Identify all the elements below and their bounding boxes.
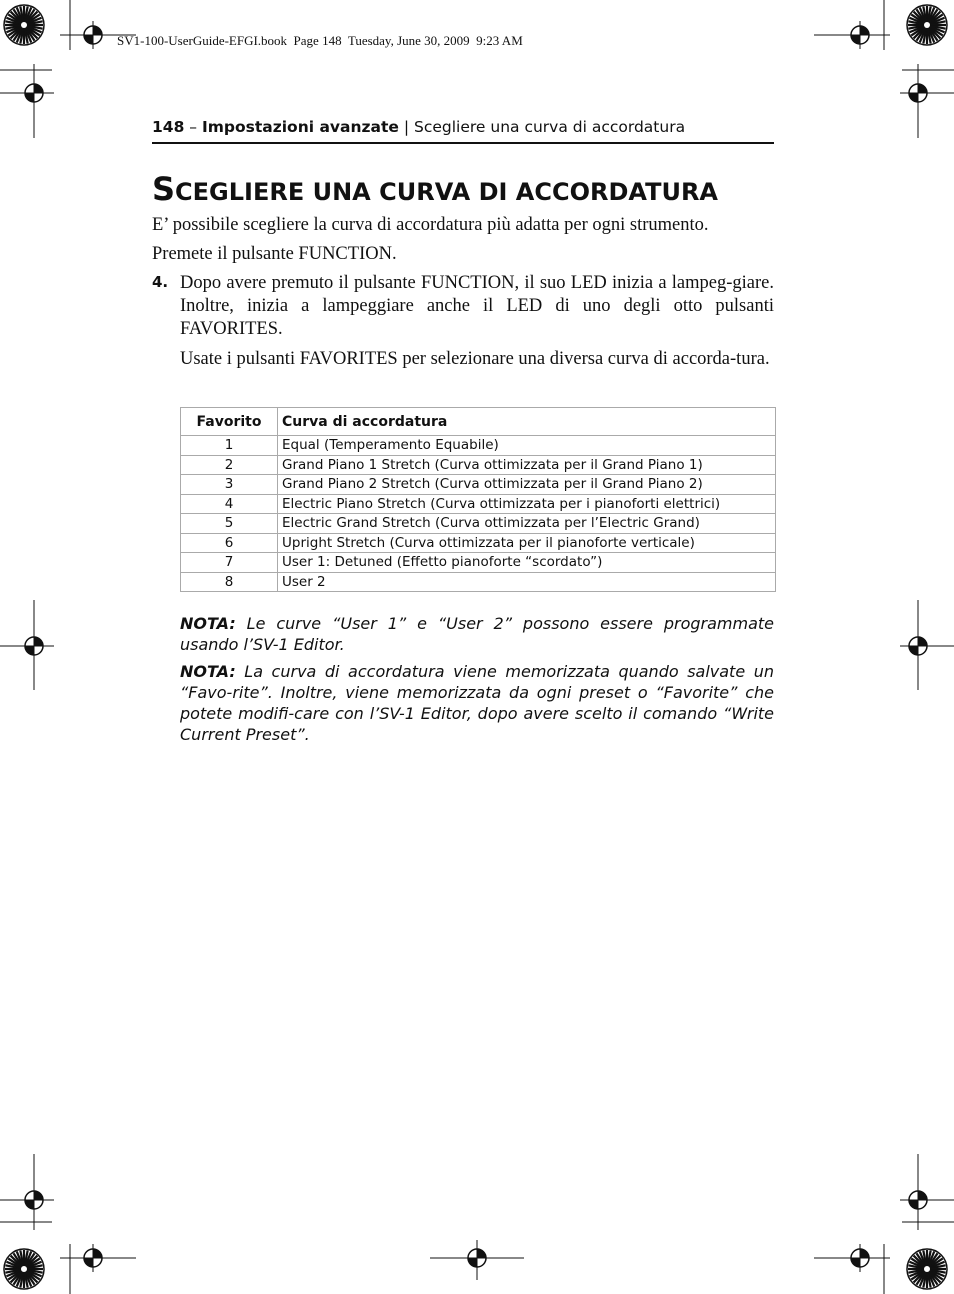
table-row — [181, 455, 776, 475]
instruction-paragraph: Premete il pulsante FUNCTION. — [152, 244, 397, 264]
table-row — [181, 572, 776, 592]
table-row — [181, 436, 776, 456]
title-initial: S — [152, 170, 176, 208]
tuning-curve-name: Electric Piano Stretch (Curva ottimizzata per i pianoforti elettrici) — [278, 494, 776, 514]
book-slug-line: SV1-100-UserGuide-EFGI.book Page 148 Tuesday, June 30, 2009 9:23 AM — [117, 33, 523, 48]
header-separator: | — [398, 118, 414, 136]
page-title — [152, 170, 718, 208]
page-number: 148 — [152, 118, 185, 136]
column-header-curva: Curva di accordatura — [278, 408, 776, 436]
tuning-curve-name: Upright Stretch (Curva ottimizzata per il pianoforte verticale) — [278, 533, 776, 553]
column-header-favorito: Favorito — [181, 408, 278, 436]
tuning-curve-name: User 2 — [278, 572, 776, 592]
note-2 — [180, 661, 774, 745]
note-label: NOTA: — [180, 662, 236, 681]
favorite-number: 7 — [181, 553, 278, 573]
title-rest: CEGLIERE UNA CURVA DI ACCORDATURA — [175, 178, 718, 206]
tuning-curve-name: Grand Piano 2 Stretch (Curva ottimizzata per il Grand Piano 2) — [278, 475, 776, 495]
table-row — [181, 494, 776, 514]
section-title: Impostazioni avanzate — [201, 118, 399, 136]
note-text: La curva di accordatura viene memorizzata quando salvate un “Favo-rite”. Inoltre, viene memorizzata da ogni preset o “Favorite” che potete modifi-care con l’SV-1 Editor, dopo avere scelto il comando “Write Current Preset”. — [180, 662, 774, 744]
table-row — [181, 533, 776, 553]
subsection-title: Scegliere una curva di accordatura — [414, 118, 686, 136]
note-text: Le curve “User 1” e “User 2” possono essere programmate usando l’SV-1 Editor. — [180, 614, 774, 654]
table-row — [181, 553, 776, 573]
running-header — [152, 118, 774, 144]
table-header-row — [181, 408, 776, 436]
tuning-curve-name: Grand Piano 1 Stretch (Curva ottimizzata per il Grand Piano 1) — [278, 455, 776, 475]
tuning-curve-name: Equal (Temperamento Equabile) — [278, 436, 776, 456]
favorite-number: 1 — [181, 436, 278, 456]
tuning-curve-name: Electric Grand Stretch (Curva ottimizzata per l’Electric Grand) — [278, 514, 776, 534]
tuning-curve-name: User 1: Detuned (Effetto pianoforte “scordato”) — [278, 553, 776, 573]
favorite-number: 6 — [181, 533, 278, 553]
tuning-curve-table — [180, 407, 776, 592]
favorite-number: 3 — [181, 475, 278, 495]
table-row — [181, 514, 776, 534]
favorite-number: 8 — [181, 572, 278, 592]
note-label: NOTA: — [180, 614, 236, 633]
intro-paragraph: E’ possibile scegliere la curva di accordatura più adatta per ogni strumento. — [152, 215, 709, 235]
favorite-number: 2 — [181, 455, 278, 475]
header-dash: – — [184, 118, 202, 136]
note-1 — [180, 613, 774, 655]
table-row — [181, 475, 776, 495]
step-number: 4. — [152, 273, 169, 291]
step-text: Dopo avere premuto il pulsante FUNCTION, il suo LED inizia a lampeg-giare. Inoltre, inizia a lampeggiare anche il LED di uno degli otto pulsanti FAVORITES. — [180, 273, 774, 339]
favorite-number: 5 — [181, 514, 278, 534]
step-text-continued: Usate i pulsanti FAVORITES per selezionare una diversa curva di accorda-tura. — [180, 349, 770, 369]
favorite-number: 4 — [181, 494, 278, 514]
